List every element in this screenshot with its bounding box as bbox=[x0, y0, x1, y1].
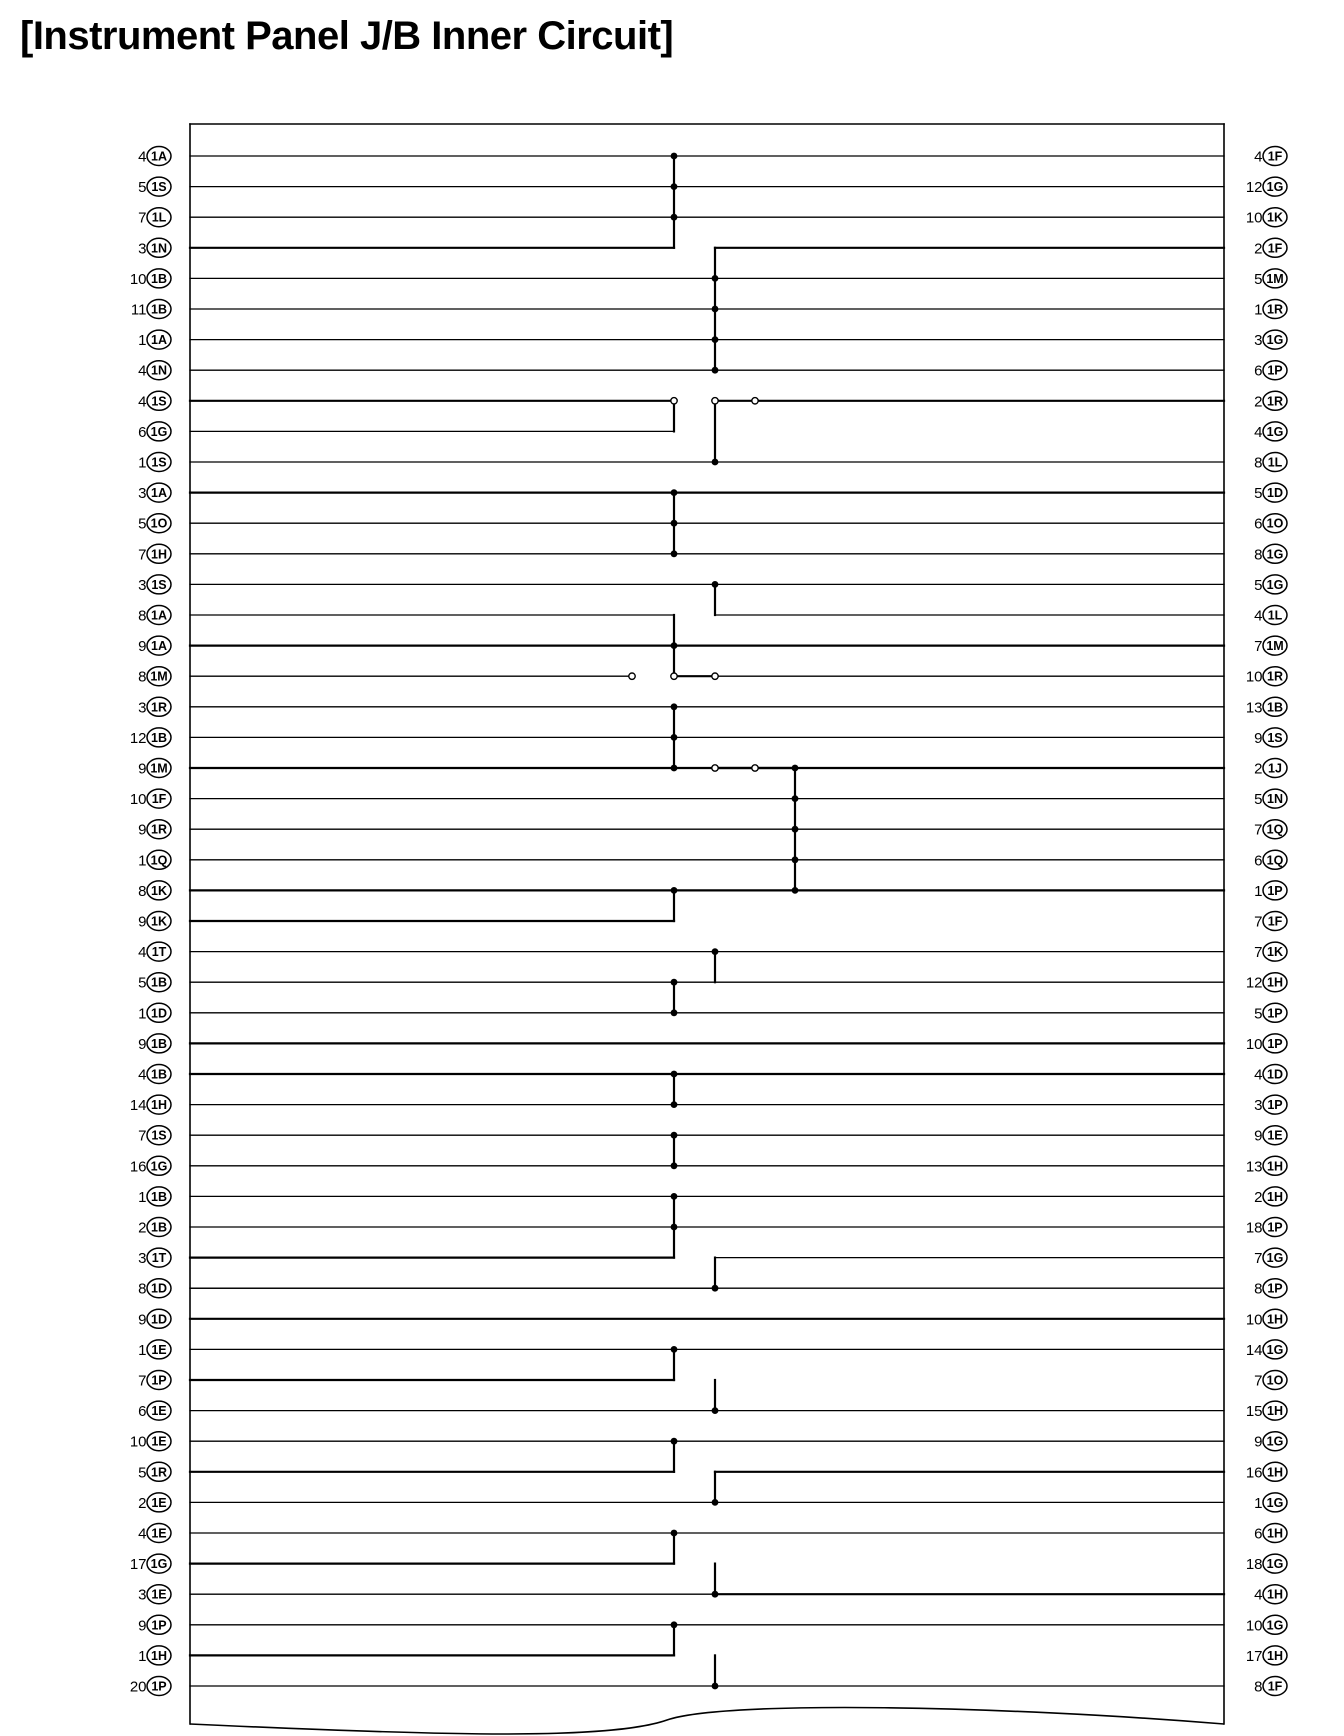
right-connector-code: 1O bbox=[1266, 1373, 1284, 1388]
right-connector-code: 1P bbox=[1267, 1006, 1283, 1021]
right-pin-number: 10 bbox=[1245, 1035, 1263, 1053]
right-pin-number: 6 bbox=[1254, 515, 1263, 533]
left-connector-code: 1R bbox=[151, 700, 167, 715]
right-pin-number: 6 bbox=[1254, 362, 1263, 380]
right-connector-code: 1Q bbox=[1266, 853, 1284, 868]
left-pin-number: 1 bbox=[138, 332, 147, 350]
right-connector-code: 1G bbox=[1266, 1342, 1284, 1357]
right-pin-number: 8 bbox=[1254, 1280, 1263, 1298]
left-connector-code: 1A bbox=[151, 639, 167, 654]
right-connector-code: 1P bbox=[1267, 883, 1283, 898]
right-connector-code: 1Q bbox=[1266, 822, 1284, 837]
left-connector-code: 1A bbox=[151, 149, 167, 164]
right-pin-number: 5 bbox=[1254, 1005, 1263, 1023]
left-connector-code: 1F bbox=[151, 792, 167, 807]
splice-dot bbox=[792, 856, 799, 863]
left-connector-code: 1R bbox=[151, 822, 167, 837]
splice-dot bbox=[671, 642, 678, 649]
left-pin-number: 3 bbox=[138, 1586, 147, 1604]
splice-dot bbox=[671, 1071, 678, 1078]
left-connector-code: 1E bbox=[151, 1587, 167, 1602]
right-pin-number: 15 bbox=[1245, 1403, 1263, 1421]
splice-dot bbox=[671, 1193, 678, 1200]
left-pin-number: 6 bbox=[138, 1403, 147, 1421]
right-pin-number: 12 bbox=[1245, 179, 1263, 197]
left-pin-number: 7 bbox=[138, 1372, 147, 1390]
left-pin-number: 14 bbox=[129, 1097, 147, 1115]
right-connector-code: 1F bbox=[1267, 1679, 1283, 1694]
left-connector-code: 1B bbox=[151, 1220, 167, 1235]
left-connector-code: 1P bbox=[151, 1679, 167, 1694]
right-connector-code: 1M bbox=[1266, 639, 1284, 654]
right-connector-code: 1H bbox=[1267, 1312, 1283, 1327]
right-connector-code: 1P bbox=[1267, 1281, 1283, 1296]
right-connector-code: 1H bbox=[1267, 975, 1283, 990]
right-pin-number: 1 bbox=[1254, 1494, 1263, 1512]
right-pin-number: 1 bbox=[1254, 882, 1263, 900]
left-connector-code: 1D bbox=[151, 1281, 167, 1296]
left-pin-number: 8 bbox=[138, 882, 147, 900]
left-connector-code: 1D bbox=[151, 1006, 167, 1021]
right-connector-code: 1G bbox=[1266, 1495, 1284, 1510]
right-connector-code: 1P bbox=[1267, 1098, 1283, 1113]
splice-dot bbox=[671, 1009, 678, 1016]
left-connector-code: 1A bbox=[151, 608, 167, 623]
open-terminal bbox=[671, 398, 677, 404]
left-pin-number: 9 bbox=[138, 638, 147, 656]
page-title: [Instrument Panel J/B Inner Circuit] bbox=[20, 14, 674, 58]
right-pin-number: 6 bbox=[1254, 1525, 1263, 1543]
left-pin-number: 5 bbox=[138, 179, 147, 197]
right-pin-number: 6 bbox=[1254, 852, 1263, 870]
left-connector-code: 1L bbox=[151, 210, 167, 225]
right-pin-number: 1 bbox=[1254, 301, 1263, 319]
left-connector-code: 1B bbox=[151, 271, 167, 286]
left-pin-number: 12 bbox=[129, 729, 147, 747]
left-pin-number: 7 bbox=[138, 1127, 147, 1145]
left-connector-code: 1M bbox=[150, 669, 168, 684]
splice-dot bbox=[671, 1621, 678, 1628]
left-connector-code: 1O bbox=[150, 516, 168, 531]
splice-dot bbox=[671, 703, 678, 710]
left-pin-number: 17 bbox=[129, 1556, 147, 1574]
box-bottom-edge bbox=[190, 1708, 1224, 1734]
left-pin-number: 7 bbox=[138, 546, 147, 564]
left-connector-code: 1E bbox=[151, 1526, 167, 1541]
left-connector-code: 1G bbox=[150, 1159, 168, 1174]
right-pin-number: 2 bbox=[1254, 1188, 1263, 1206]
left-pin-number: 3 bbox=[138, 485, 147, 503]
left-connector-code: 1B bbox=[151, 730, 167, 745]
right-pin-number: 2 bbox=[1254, 393, 1263, 411]
left-connector-code: 1S bbox=[151, 394, 167, 409]
left-pin-number: 9 bbox=[138, 1035, 147, 1053]
splice-dot bbox=[671, 214, 678, 221]
splice-dot bbox=[712, 948, 719, 955]
splice-dot bbox=[712, 275, 719, 282]
splice-dot bbox=[671, 734, 678, 741]
right-connector-code: 1P bbox=[1267, 1036, 1283, 1051]
left-pin-number: 11 bbox=[130, 301, 147, 319]
left-pin-number: 4 bbox=[138, 362, 147, 380]
splice-dot bbox=[712, 1683, 719, 1690]
left-pin-number: 4 bbox=[138, 393, 147, 411]
left-pin-number: 3 bbox=[138, 1250, 147, 1268]
splice-dot bbox=[712, 1591, 719, 1598]
left-pin-number: 4 bbox=[138, 1066, 147, 1084]
right-pin-number: 18 bbox=[1245, 1556, 1263, 1574]
splice-dot bbox=[712, 367, 719, 374]
splice-dot bbox=[712, 1407, 719, 1414]
splice-dot bbox=[671, 520, 678, 527]
splice-dot bbox=[712, 336, 719, 343]
right-pin-number: 7 bbox=[1254, 821, 1263, 839]
left-pin-number: 1 bbox=[138, 1647, 147, 1665]
splice-dot bbox=[671, 1438, 678, 1445]
right-pin-number: 7 bbox=[1254, 1250, 1263, 1268]
right-pin-number: 9 bbox=[1254, 729, 1263, 747]
left-connector-code: 1S bbox=[151, 577, 167, 592]
right-pin-number: 13 bbox=[1245, 1158, 1263, 1176]
left-pin-number: 5 bbox=[138, 1464, 147, 1482]
right-pin-number: 10 bbox=[1245, 1617, 1263, 1635]
right-pin-number: 4 bbox=[1254, 1066, 1263, 1084]
left-pin-number: 5 bbox=[138, 515, 147, 533]
splice-dot bbox=[712, 459, 719, 466]
right-connector-code: 1K bbox=[1267, 210, 1283, 225]
left-connector-code: 1E bbox=[151, 1342, 167, 1357]
right-connector-code: 1G bbox=[1266, 333, 1284, 348]
splice-dot bbox=[712, 1499, 719, 1506]
right-pin-number: 14 bbox=[1245, 1341, 1263, 1359]
splice-dot bbox=[792, 887, 799, 894]
right-connector-code: 1G bbox=[1266, 424, 1284, 439]
right-connector-code: 1P bbox=[1267, 1220, 1283, 1235]
right-pin-number: 9 bbox=[1254, 1433, 1263, 1451]
right-connector-code: 1H bbox=[1267, 1159, 1283, 1174]
left-pin-number: 16 bbox=[129, 1158, 147, 1176]
left-connector-code: 1H bbox=[151, 1648, 167, 1663]
left-pin-number: 2 bbox=[138, 1219, 147, 1237]
right-pin-number: 5 bbox=[1254, 576, 1263, 594]
right-connector-code: 1R bbox=[1267, 669, 1283, 684]
left-pin-number: 8 bbox=[138, 1280, 147, 1298]
left-connector-code: 1H bbox=[151, 547, 167, 562]
left-pin-number: 9 bbox=[138, 1311, 147, 1329]
splice-dot bbox=[671, 1346, 678, 1353]
right-connector-code: 1R bbox=[1267, 302, 1283, 317]
open-terminal bbox=[752, 765, 758, 771]
left-connector-code: 1G bbox=[150, 424, 168, 439]
right-pin-number: 4 bbox=[1254, 148, 1263, 166]
open-terminal bbox=[752, 398, 758, 404]
splice-dot bbox=[671, 183, 678, 190]
left-pin-number: 2 bbox=[138, 1494, 147, 1512]
right-connector-code: 1G bbox=[1266, 1557, 1284, 1572]
right-connector-code: 1L bbox=[1267, 455, 1283, 470]
left-pin-number: 1 bbox=[138, 1188, 147, 1206]
right-pin-number: 7 bbox=[1254, 944, 1263, 962]
left-pin-number: 5 bbox=[138, 974, 147, 992]
left-pin-number: 1 bbox=[138, 1341, 147, 1359]
right-pin-number: 5 bbox=[1254, 270, 1263, 288]
right-pin-number: 17 bbox=[1245, 1647, 1263, 1665]
left-pin-number: 9 bbox=[138, 913, 147, 931]
left-connector-code: 1A bbox=[151, 333, 167, 348]
right-connector-code: 1L bbox=[1267, 608, 1283, 623]
left-pin-number: 9 bbox=[138, 760, 147, 778]
right-connector-code: 1H bbox=[1267, 1189, 1283, 1204]
right-pin-number: 13 bbox=[1245, 699, 1263, 717]
splice-dot bbox=[671, 1132, 678, 1139]
left-pin-number: 8 bbox=[138, 607, 147, 625]
splice-dot bbox=[671, 887, 678, 894]
left-connector-code: 1S bbox=[151, 1128, 167, 1143]
right-pin-number: 10 bbox=[1245, 1311, 1263, 1329]
right-pin-number: 2 bbox=[1254, 240, 1263, 258]
right-connector-code: 1K bbox=[1267, 945, 1283, 960]
left-pin-number: 4 bbox=[138, 1525, 147, 1543]
right-connector-code: 1H bbox=[1267, 1648, 1283, 1663]
left-pin-number: 10 bbox=[129, 791, 147, 809]
right-connector-code: 1S bbox=[1267, 730, 1283, 745]
splice-dot bbox=[671, 765, 678, 772]
left-connector-code: 1P bbox=[151, 1618, 167, 1633]
splice-dot bbox=[671, 1101, 678, 1108]
right-connector-code: 1F bbox=[1267, 914, 1283, 929]
left-pin-number: 4 bbox=[138, 944, 147, 962]
left-connector-code: 1S bbox=[151, 455, 167, 470]
right-connector-code: 1D bbox=[1267, 1067, 1283, 1082]
right-pin-number: 7 bbox=[1254, 1372, 1263, 1390]
left-pin-number: 3 bbox=[138, 240, 147, 258]
open-terminal bbox=[712, 673, 718, 679]
right-pin-number: 9 bbox=[1254, 1127, 1263, 1145]
right-pin-number: 8 bbox=[1254, 454, 1263, 472]
left-pin-number: 3 bbox=[138, 576, 147, 594]
right-pin-number: 16 bbox=[1245, 1464, 1263, 1482]
open-terminal bbox=[712, 398, 718, 404]
right-pin-number: 7 bbox=[1254, 913, 1263, 931]
left-pin-number: 10 bbox=[129, 270, 147, 288]
splice-dot bbox=[671, 153, 678, 160]
right-pin-number: 3 bbox=[1254, 1097, 1263, 1115]
right-pin-number: 5 bbox=[1254, 485, 1263, 503]
right-pin-number: 4 bbox=[1254, 423, 1263, 441]
right-pin-number: 8 bbox=[1254, 1678, 1263, 1696]
left-connector-code: 1N bbox=[151, 363, 167, 378]
right-connector-code: 1G bbox=[1266, 547, 1284, 562]
open-terminal bbox=[671, 673, 677, 679]
splice-dot bbox=[671, 550, 678, 557]
left-connector-code: 1R bbox=[151, 1465, 167, 1480]
left-pin-number: 20 bbox=[129, 1678, 147, 1696]
right-pin-number: 8 bbox=[1254, 546, 1263, 564]
right-connector-code: 1O bbox=[1266, 516, 1284, 531]
right-pin-number: 12 bbox=[1245, 974, 1263, 992]
left-connector-code: 1E bbox=[151, 1495, 167, 1510]
left-pin-number: 10 bbox=[129, 1433, 147, 1451]
right-connector-code: 1B bbox=[1267, 700, 1283, 715]
left-connector-code: 1A bbox=[151, 486, 167, 501]
right-connector-code: 1G bbox=[1266, 1434, 1284, 1449]
right-pin-number: 4 bbox=[1254, 607, 1263, 625]
splice-dot bbox=[671, 1162, 678, 1169]
left-connector-code: 1T bbox=[151, 1251, 167, 1266]
splice-dot bbox=[792, 826, 799, 833]
right-connector-code: 1P bbox=[1267, 363, 1283, 378]
left-connector-code: 1B bbox=[151, 1036, 167, 1051]
right-pin-number: 7 bbox=[1254, 638, 1263, 656]
left-pin-number: 6 bbox=[138, 423, 147, 441]
right-connector-code: 1G bbox=[1266, 1618, 1284, 1633]
right-connector-code: 1H bbox=[1267, 1465, 1283, 1480]
right-connector-code: 1M bbox=[1266, 271, 1284, 286]
left-connector-code: 1K bbox=[151, 883, 167, 898]
splice-dot bbox=[792, 795, 799, 802]
right-pin-number: 18 bbox=[1245, 1219, 1263, 1237]
right-connector-code: 1E bbox=[1267, 1128, 1283, 1143]
splice-dot bbox=[712, 306, 719, 313]
left-connector-code: 1S bbox=[151, 180, 167, 195]
left-pin-number: 4 bbox=[138, 148, 147, 166]
left-connector-code: 1E bbox=[151, 1434, 167, 1449]
right-connector-code: 1D bbox=[1267, 486, 1283, 501]
left-pin-number: 3 bbox=[138, 699, 147, 717]
left-connector-code: 1M bbox=[150, 761, 168, 776]
left-pin-number: 1 bbox=[138, 454, 147, 472]
splice-dot bbox=[671, 979, 678, 986]
left-pin-number: 9 bbox=[138, 821, 147, 839]
right-connector-code: 1J bbox=[1268, 761, 1282, 776]
right-connector-code: 1H bbox=[1267, 1526, 1283, 1541]
left-connector-code: 1H bbox=[151, 1098, 167, 1113]
right-pin-number: 5 bbox=[1254, 791, 1263, 809]
right-pin-number: 4 bbox=[1254, 1586, 1263, 1604]
right-connector-code: 1R bbox=[1267, 394, 1283, 409]
left-pin-number: 9 bbox=[138, 1617, 147, 1635]
splice-dot bbox=[671, 489, 678, 496]
right-connector-code: 1G bbox=[1266, 180, 1284, 195]
right-pin-number: 2 bbox=[1254, 760, 1263, 778]
left-pin-number: 7 bbox=[138, 209, 147, 227]
left-pin-number: 1 bbox=[138, 852, 147, 870]
right-connector-code: 1F bbox=[1267, 241, 1283, 256]
right-pin-number: 10 bbox=[1245, 209, 1263, 227]
right-pin-number: 10 bbox=[1245, 668, 1263, 686]
splice-dot bbox=[671, 1530, 678, 1537]
right-connector-code: 1F bbox=[1267, 149, 1283, 164]
splice-dot bbox=[712, 581, 719, 588]
right-pin-number: 3 bbox=[1254, 332, 1263, 350]
right-connector-code: 1N bbox=[1267, 792, 1283, 807]
left-connector-code: 1Q bbox=[150, 853, 168, 868]
left-pin-number: 1 bbox=[138, 1005, 147, 1023]
left-connector-code: 1P bbox=[151, 1373, 167, 1388]
left-connector-code: 1B bbox=[151, 1189, 167, 1204]
left-connector-code: 1T bbox=[151, 945, 167, 960]
right-connector-code: 1H bbox=[1267, 1587, 1283, 1602]
left-connector-code: 1B bbox=[151, 975, 167, 990]
right-connector-code: 1H bbox=[1267, 1404, 1283, 1419]
splice-dot bbox=[712, 1285, 719, 1292]
splice-dot bbox=[671, 1224, 678, 1231]
left-connector-code: 1E bbox=[151, 1404, 167, 1419]
right-connector-code: 1G bbox=[1266, 1251, 1284, 1266]
left-connector-code: 1K bbox=[151, 914, 167, 929]
left-connector-code: 1G bbox=[150, 1557, 168, 1572]
right-connector-code: 1G bbox=[1266, 577, 1284, 592]
open-terminal bbox=[712, 765, 718, 771]
left-connector-code: 1N bbox=[151, 241, 167, 256]
open-terminal bbox=[629, 673, 635, 679]
left-connector-code: 1B bbox=[151, 302, 167, 317]
left-connector-code: 1B bbox=[151, 1067, 167, 1082]
left-pin-number: 8 bbox=[138, 668, 147, 686]
left-connector-code: 1D bbox=[151, 1312, 167, 1327]
